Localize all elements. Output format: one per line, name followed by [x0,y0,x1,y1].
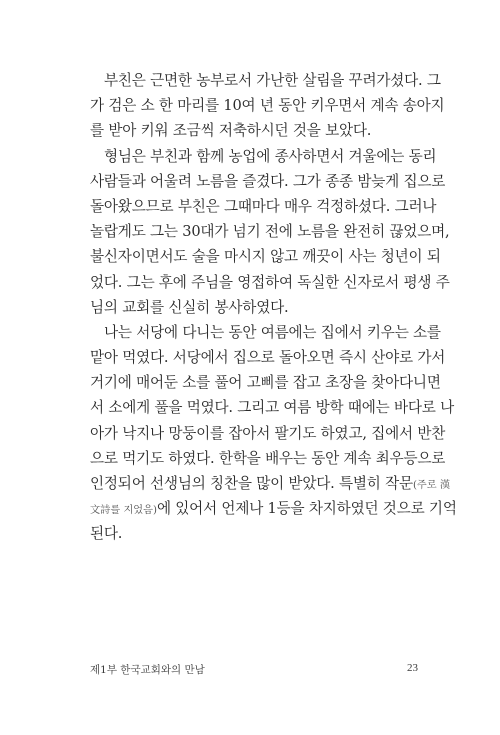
text-line: 거기에 매어둔 소를 풀어 고삐를 잡고 초장을 찾아다니면 [90,374,441,392]
text-line: 님의 교회를 신실히 봉사하였다. [90,298,289,316]
text-line: 를 받아 키워 조금씩 저축하시던 것을 보았다. [90,122,372,140]
text-segment: 인정되어 선생님의 칭찬을 많이 받았다. 특별히 작문 [90,475,413,492]
text-line: 나는 서당에 다니는 동안 여름에는 집에서 키우는 소를 [104,323,441,341]
text-line: 으로 먹기도 하였다. 한학을 배우는 동안 계속 최우등으로 [90,449,446,467]
text-line: 맡아 먹였다. 서당에서 집으로 돌아오면 즉시 산야로 가서 [90,349,446,367]
text-segment: 에 있어서 언제나 1등을 차지하였던 것으로 기억 [156,500,457,518]
running-title: 제1부 한국교회와의 만남 [90,664,205,676]
text-line-with-note [90,496,457,521]
text-line: 서 소에게 풀을 먹였다. 그리고 여름 방학 때에는 바다로 나 [90,399,455,417]
annotation-note: (주로 漢 [412,480,451,491]
text-line: 부친은 근면한 농부로서 가난한 살림을 꾸려가셨다. 그 [104,72,441,89]
text-line: 가 검은 소 한 마리를 10여 년 동안 키우면서 계속 송아지 [90,97,445,115]
text-line: 아가 낙지나 망둥이를 잡아서 팔기도 하였고, 집에서 반찬 [90,424,446,442]
text-line: 놀랍게도 그는 30대가 넘기 전에 노름을 완전히 끊었으며, [90,223,450,241]
page-number: 23 [407,662,418,674]
text-line: 사람들과 어울려 노름을 즐겼다. 그가 종종 밤늦게 집으로 [90,172,446,190]
text-line-with-note [90,471,451,496]
text-line: 돌아왔으므로 부친은 그때마다 매우 걱정하셨다. 그러나 [90,197,437,215]
text-line: 형님은 부친과 함께 농업에 종사하면서 겨울에는 동리 [104,147,437,165]
body-text [90,68,457,547]
text-line: 불신자이면서도 술을 마시지 않고 깨끗이 사는 청년이 되 [90,248,441,266]
page-footer [90,662,418,678]
text-line: 었다. 그는 후에 주님을 영접하여 독실한 신자로서 평생 주 [90,273,450,291]
text-line: 된다. [90,525,123,543]
annotation-note: 文詩를 지었음) [90,505,157,517]
